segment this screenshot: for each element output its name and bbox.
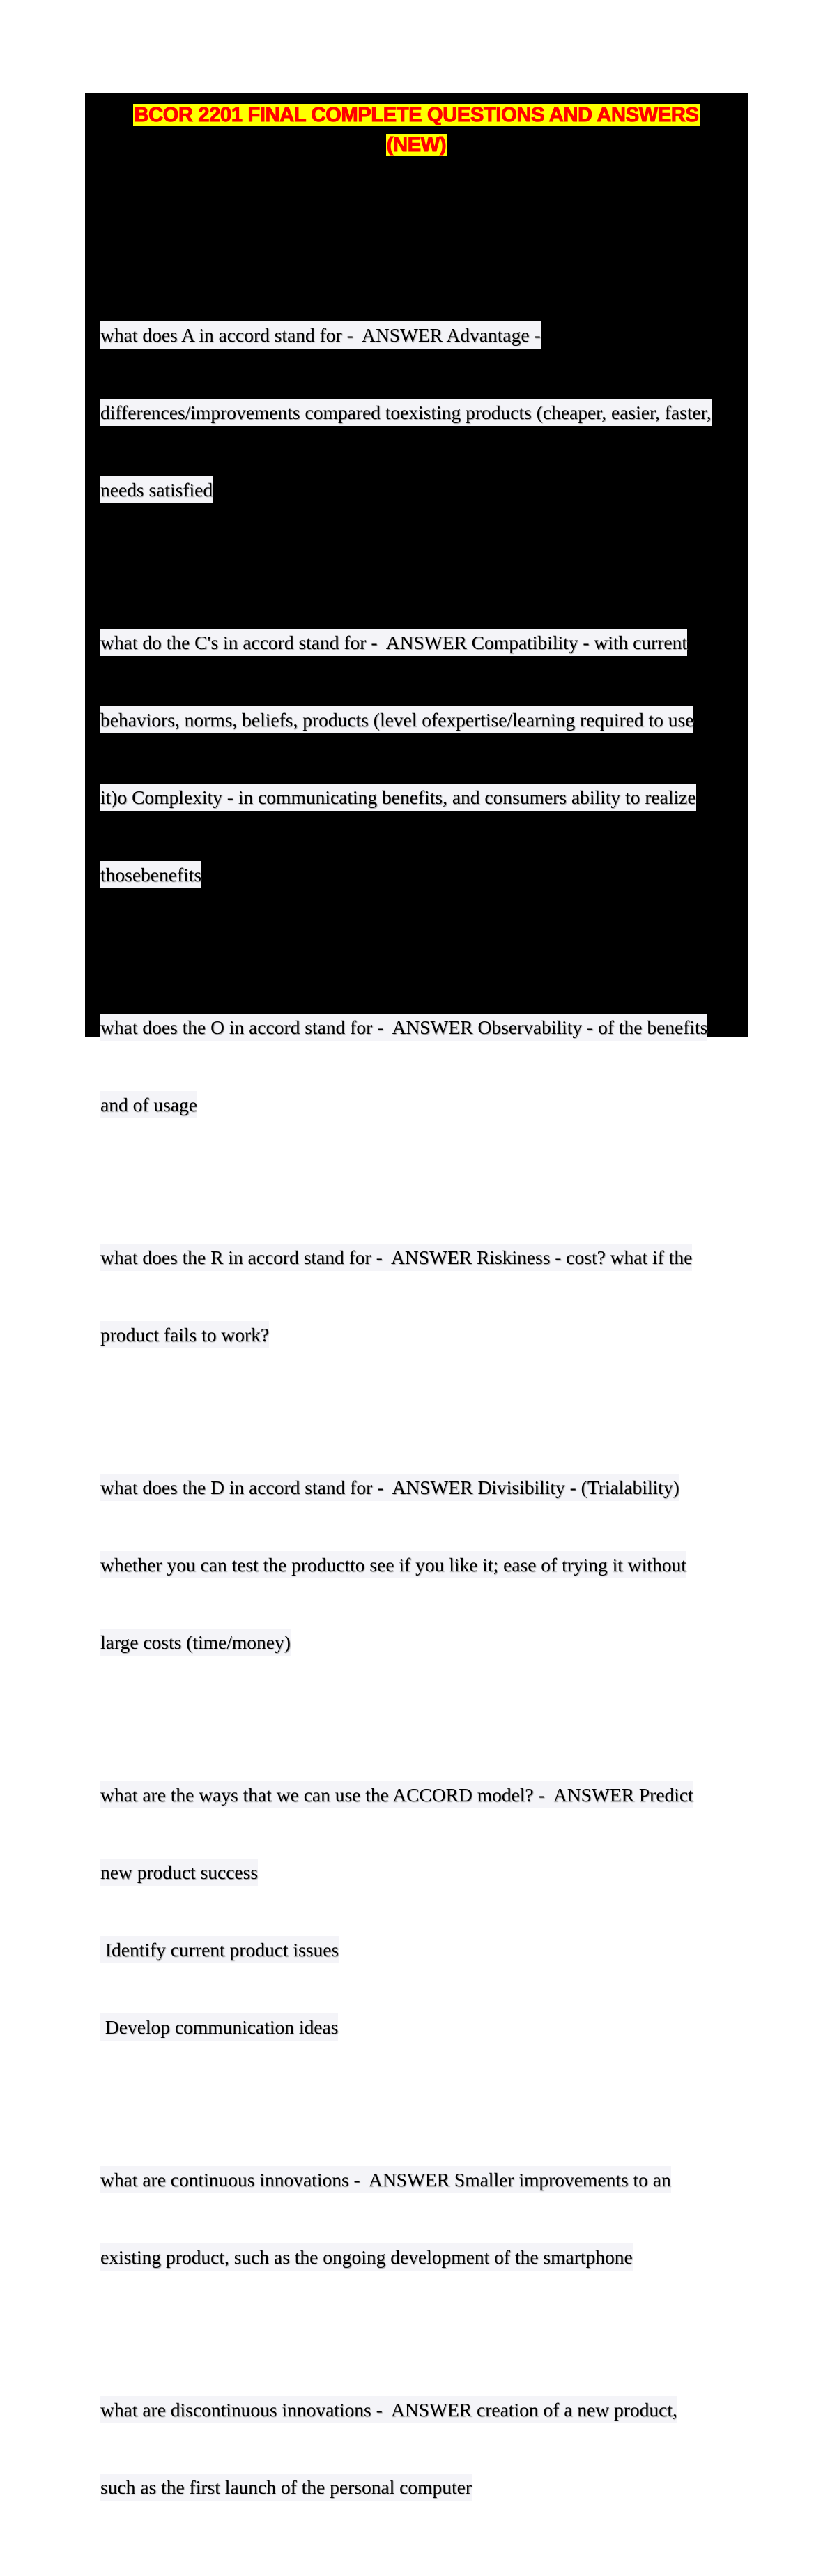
qa-item-discontinuous-innovations [100, 2346, 728, 2551]
qa-line: what does A in accord stand for - ANSWER Advantage - [100, 321, 541, 349]
qa-item-continuous-innovations [100, 2116, 728, 2321]
title-line-1: BCOR 2201 FINAL COMPLETE QUESTIONS AND ANSWERS [134, 104, 699, 126]
qa-line: new product success [100, 1859, 258, 1886]
qa-line: what does the D in accord stand for - ANSWER Divisibility - (Trialability) [100, 1474, 679, 1501]
qa-item-divisibility [100, 1424, 728, 1706]
qa-item-accord-uses [100, 1731, 728, 2091]
title-line-2: (NEW) [386, 134, 447, 156]
qa-line: what are the ways that we can use the ACCORD model? - ANSWER Predict [100, 1781, 693, 1808]
qa-line: and of usage [100, 1091, 197, 1118]
qa-list [100, 271, 728, 2576]
qa-line: product fails to work? [100, 1321, 269, 1348]
qa-line: thosebenefits [100, 861, 201, 888]
qa-line: it)o Complexity - in communicating benefits, and consumers ability to realize [100, 784, 696, 811]
qa-line: behaviors, norms, beliefs, products (level ofexpertise/learning required to use [100, 706, 693, 733]
qa-line: what does the R in accord stand for - ANSWER Riskiness - cost? what if the [100, 1244, 692, 1271]
qa-line: whether you can test the productto see if you like it; ease of trying it without [100, 1551, 686, 1578]
qa-item-observability [100, 963, 728, 1168]
qa-line: Identify current product issues [100, 1936, 339, 1963]
qa-line: what do the C's in accord stand for - ANSWER Compatibility - with current [100, 629, 687, 656]
qa-item-compatibility-complexity [100, 579, 728, 938]
qa-line: Develop communication ideas [100, 2013, 338, 2041]
qa-line: existing product, such as the ongoing development of the smartphone [100, 2243, 633, 2271]
document-page [85, 93, 748, 2498]
qa-line: differences/improvements compared toexisting products (cheaper, easier, faster, [100, 399, 712, 426]
qa-line: what does the O in accord stand for - ANSWER Observability - of the benefits [100, 1014, 707, 1041]
qa-line: large costs (time/money) [100, 1629, 291, 1656]
qa-line: needs satisfied [100, 476, 213, 503]
qa-item-riskiness [100, 1194, 728, 1398]
qa-line: such as the first launch of the personal computer [100, 2474, 472, 2501]
qa-line: what are continuous innovations - ANSWER Smaller improvements to an [100, 2166, 671, 2193]
qa-line: what are discontinuous innovations - ANSWER creation of a new product, [100, 2396, 677, 2423]
qa-item-advantage [100, 271, 728, 554]
document-title [85, 100, 748, 160]
